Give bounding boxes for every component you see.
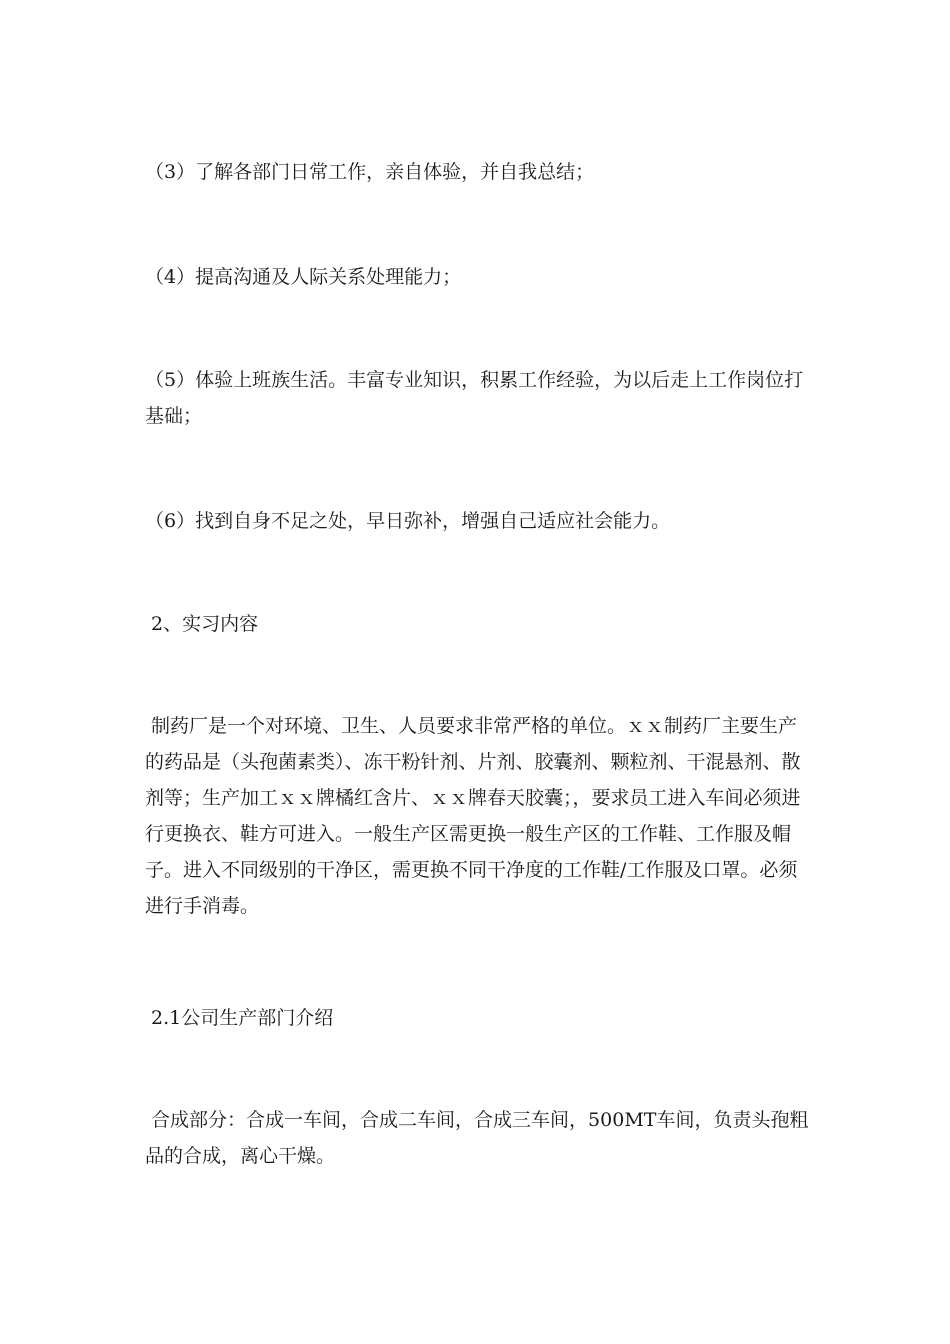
body-paragraph-pharmaceutical-factory: 制药厂是一个对环境、卫生、人员要求非常严格的单位。ｘｘ制药厂主要生产的药品是（头孢菌素类）、冻干粉针剂、片剂、胶囊剂、颗粒剂、干混悬剂、散剂等；生产加工ｘｘ牌橘红含片、ｘｘ牌春天胶囊；，要求员工进入车间必须进行更换衣、鞋方可进入。一般生产区需更换一般生产区的工作鞋、工作服及帽子。进入不同级别的干净区，需更换不同干净度的工作鞋/工作服及口罩。必须进行手消毒。 bbox=[145, 715, 801, 917]
list-item-5: （5）体验上班族生活。丰富专业知识，积累工作经验，为以后走上工作岗位打基础； bbox=[145, 369, 804, 427]
section-heading-production-departments: 2.1公司生产部门介绍 bbox=[145, 1007, 334, 1029]
list-item-3: （3）了解各部门日常工作，亲自体验，并自我总结； bbox=[145, 161, 595, 183]
list-item-6: （6）找到自身不足之处，早日弥补，增强自己适应社会能力。 bbox=[145, 510, 671, 532]
body-paragraph-synthesis: 合成部分：合成一车间，合成二车间，合成三车间，500MT车间，负责头孢粗品的合成，离心干燥。 bbox=[145, 1109, 809, 1167]
section-heading-internship-content: 2、实习内容 bbox=[145, 613, 259, 635]
list-item-4: （4）提高沟通及人际关系处理能力； bbox=[145, 266, 462, 288]
